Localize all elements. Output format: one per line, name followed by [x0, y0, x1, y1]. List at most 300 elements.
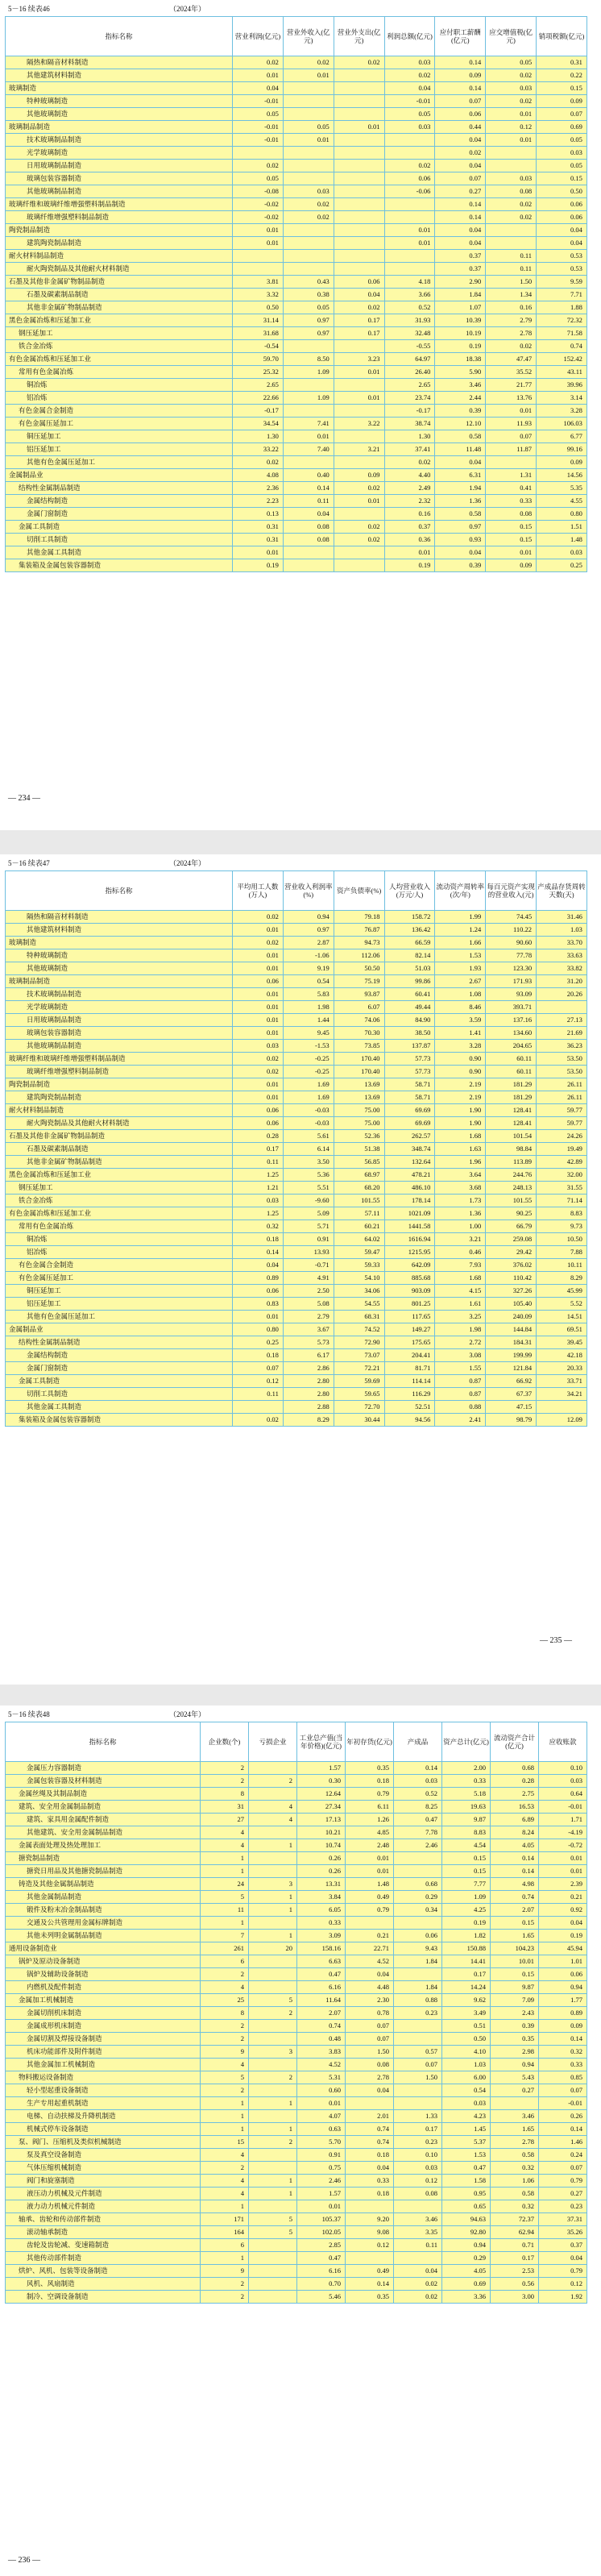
- table-cell: 1.66: [435, 937, 486, 949]
- row-label: 其他玻璃制造: [6, 962, 233, 975]
- table-cell: 59.33: [334, 1259, 384, 1272]
- table-cell: 0.51: [442, 2020, 491, 2033]
- table-cell: 0.17: [394, 2123, 442, 2136]
- table-cell: 0.01: [233, 1001, 284, 1014]
- table-cell: 1.90: [435, 1104, 486, 1117]
- row-label: 耐火陶瓷制品及其他耐火材料制造: [6, 1117, 233, 1130]
- table-cell: 6.14: [283, 1143, 334, 1156]
- table-cell: 116.29: [384, 1388, 435, 1401]
- table-cell: 8.83: [442, 1826, 491, 1839]
- table-cell: 4.98: [491, 1878, 539, 1891]
- table-cell: 261: [201, 1942, 249, 1955]
- table-cell: 4: [249, 1814, 297, 1826]
- table-row: [6, 1762, 587, 1775]
- table-cell: 59.69: [334, 1375, 384, 1388]
- table-cell: 53.50: [537, 1053, 587, 1066]
- table-cell: 178.14: [384, 1195, 435, 1207]
- table-cell: [283, 340, 334, 353]
- table-cell: 2: [201, 1762, 249, 1775]
- table-cell: 4.52: [297, 2059, 346, 2071]
- table-cell: 0.12: [486, 121, 537, 134]
- table-cell: 137.87: [384, 1040, 435, 1053]
- table-cell: 21.69: [537, 1027, 587, 1040]
- table-row: [6, 82, 587, 95]
- table-cell: 4: [249, 1801, 297, 1814]
- table-cell: 57.73: [384, 1053, 435, 1066]
- row-label: 其他非金属矿物制品制造: [6, 301, 233, 314]
- row-label: 建筑陶瓷制品制造: [6, 237, 233, 250]
- table-cell: [233, 250, 284, 263]
- table-cell: 6.31: [435, 469, 486, 482]
- table-cell: 2.78: [346, 2071, 394, 2084]
- table-cell: 9.45: [283, 1027, 334, 1040]
- table-row: [6, 1311, 587, 1323]
- table-cell: 0.02: [334, 534, 384, 546]
- table-cell: [334, 108, 384, 121]
- row-label: 泵及真空设备制造: [6, 2149, 201, 2162]
- table-cell: 99.86: [384, 975, 435, 988]
- table-cell: 67.37: [486, 1388, 537, 1401]
- table-cell: 1.82: [442, 1930, 491, 1942]
- table-row: [6, 1891, 587, 1904]
- table-cell: 1: [249, 2188, 297, 2200]
- table-cell: 0.16: [384, 508, 435, 521]
- table-cell: 0.53: [537, 250, 587, 263]
- table-cell: 0.33: [297, 1917, 346, 1930]
- table-cell: 0.27: [491, 2084, 539, 2097]
- row-label: 玻璃包装容器制造: [6, 172, 233, 185]
- table-cell: 1.24: [435, 924, 486, 937]
- column-header: 应付职工薪酬(亿元): [435, 17, 486, 56]
- table-cell: 54.55: [334, 1298, 384, 1311]
- table-cell: 2.23: [233, 495, 284, 508]
- table-cell: 2: [249, 1775, 297, 1788]
- table-cell: 0.08: [283, 534, 334, 546]
- table-cell: [394, 1917, 442, 1930]
- table-cell: -0.17: [384, 405, 435, 418]
- table-row: [6, 2123, 587, 2136]
- table-cell: 31.14: [233, 314, 284, 327]
- table-cell: 43.11: [537, 366, 587, 379]
- table-cell: 0.80: [537, 508, 587, 521]
- table-cell: 1: [249, 2175, 297, 2188]
- table-cell: 20.33: [537, 1362, 587, 1375]
- table-cell: 1: [249, 1839, 297, 1852]
- table-cell: 0.68: [491, 1762, 539, 1775]
- table-cell: 5: [249, 2226, 297, 2239]
- row-label: 机床功能部件及附件制造: [6, 2046, 201, 2059]
- table-cell: [249, 1826, 297, 1839]
- table-cell: -0.01: [384, 95, 435, 108]
- table-cell: 0.18: [233, 1349, 284, 1362]
- column-header: 资产总计(亿元): [442, 1722, 491, 1762]
- table-cell: 0.97: [283, 314, 334, 327]
- table-cell: 0.28: [491, 1775, 539, 1788]
- table-cell: 0.71: [491, 2239, 539, 2252]
- table-cell: 9: [201, 2046, 249, 2059]
- row-label: 其他金属工具制造: [6, 1401, 233, 1414]
- row-label: 其他未列明金属制品制造: [6, 1930, 201, 1942]
- table-cell: 2: [249, 2136, 297, 2149]
- table-cell: 170.40: [334, 1066, 384, 1078]
- table-cell: 1.26: [346, 1814, 394, 1826]
- table-year: （2024年）: [169, 1710, 206, 1718]
- table-cell: 42.89: [537, 1156, 587, 1169]
- table-cell: 35.52: [486, 366, 537, 379]
- table-cell: [334, 559, 384, 572]
- table-cell: 1.03: [537, 924, 587, 937]
- table-cell: 5.31: [297, 2071, 346, 2084]
- table-cell: 13.76: [486, 392, 537, 405]
- table-cell: 0.01: [334, 121, 384, 134]
- table-cell: 0.11: [394, 2239, 442, 2252]
- table-cell: 5.35: [537, 482, 587, 495]
- table-cell: 0.97: [283, 924, 334, 937]
- table-cell: 0.01: [297, 2200, 346, 2213]
- table-cell: 0.21: [539, 1891, 587, 1904]
- table-row: [6, 1336, 587, 1349]
- table-cell: 32.00: [537, 1169, 587, 1182]
- table-cell: 64.02: [334, 1233, 384, 1246]
- table-cell: [394, 1865, 442, 1878]
- table-cell: 9.19: [283, 962, 334, 975]
- table-cell: 0.14: [233, 1246, 284, 1259]
- table-cell: -0.54: [233, 340, 284, 353]
- table-cell: 0.03: [486, 172, 537, 185]
- table-cell: 20.26: [537, 988, 587, 1001]
- table-cell: 3.08: [435, 1349, 486, 1362]
- row-label: 阀门和旋塞制造: [6, 2175, 201, 2188]
- table-cell: 4: [201, 1839, 249, 1852]
- table-cell: 81.71: [384, 1362, 435, 1375]
- table-cell: [346, 2200, 394, 2213]
- data-table: [5, 16, 587, 572]
- table-cell: 10.11: [537, 1259, 587, 1272]
- table-cell: 199.99: [486, 1349, 537, 1362]
- table-cell: 2.53: [491, 2265, 539, 2278]
- table-cell: 6: [201, 2239, 249, 2252]
- table-cell: 7: [201, 1930, 249, 1942]
- table-cell: [233, 147, 284, 160]
- table-cell: 0.14: [539, 2033, 587, 2046]
- table-cell: 10.19: [435, 327, 486, 340]
- header-row: [6, 1722, 587, 1762]
- table-cell: [249, 2200, 297, 2213]
- table-cell: [334, 185, 384, 198]
- table-cell: 13.31: [297, 1878, 346, 1891]
- table-cell: 0.88: [394, 1994, 442, 2007]
- table-cell: 0.03: [233, 1040, 284, 1053]
- table-row: [6, 198, 587, 211]
- row-label: 烘炉、风机、包装等设备制造: [6, 2265, 201, 2278]
- row-label: 金属门窗制造: [6, 508, 233, 521]
- table-cell: 6.07: [334, 1001, 384, 1014]
- row-label: 常用有色金属冶炼: [6, 1220, 233, 1233]
- table-cell: 99.16: [537, 443, 587, 456]
- table-cell: 0.19: [233, 559, 284, 572]
- table-cell: 0.14: [435, 82, 486, 95]
- table-cell: 158.16: [297, 1942, 346, 1955]
- table-cell: 90.25: [486, 1207, 537, 1220]
- table-cell: 4.48: [346, 1981, 394, 1994]
- row-label: 有色金属合金制造: [6, 405, 233, 418]
- table-cell: 45.94: [539, 1942, 587, 1955]
- row-label: 轴承、齿轮和传动部件制造: [6, 2213, 201, 2226]
- table-row: [6, 1078, 587, 1091]
- table-cell: 93.87: [334, 988, 384, 1001]
- table-cell: 0.02: [233, 1066, 284, 1078]
- table-cell: 1.68: [435, 1272, 486, 1285]
- column-header: 流动资产合计(亿元): [491, 1722, 539, 1762]
- table-cell: 3.28: [537, 405, 587, 418]
- table-cell: 0.01: [486, 134, 537, 147]
- table-cell: [283, 559, 334, 572]
- table-row: [6, 1169, 587, 1182]
- table-cell: [334, 405, 384, 418]
- column-header: 销项税额(亿元): [537, 17, 587, 56]
- table-cell: 0.05: [537, 134, 587, 147]
- table-cell: 0.60: [297, 2084, 346, 2097]
- row-label: 生产专用起重机制造: [6, 2097, 201, 2110]
- table-cell: 3.21: [435, 1233, 486, 1246]
- table-cell: 0.68: [394, 1878, 442, 1891]
- table-row: [6, 1852, 587, 1865]
- row-label: 锅炉及辅助设备制造: [6, 1968, 201, 1981]
- table-cell: 0.04: [435, 224, 486, 237]
- table-cell: 0.35: [491, 2033, 539, 2046]
- table-cell: 1021.09: [384, 1207, 435, 1220]
- table-cell: 7.40: [283, 443, 334, 456]
- table-cell: 132.64: [384, 1156, 435, 1169]
- table-cell: -0.01: [539, 2097, 587, 2110]
- table-cell: 70.30: [334, 1027, 384, 1040]
- table-row: [6, 172, 587, 185]
- table-cell: 0.17: [334, 327, 384, 340]
- table-cell: [334, 546, 384, 559]
- table-cell: 128.41: [486, 1104, 537, 1117]
- row-label: 陶瓷制品制造: [6, 1078, 233, 1091]
- table-cell: 171.93: [486, 975, 537, 988]
- table-row: [6, 327, 587, 340]
- table-row: [6, 366, 587, 379]
- row-label: 玻璃制品制造: [6, 121, 233, 134]
- table-cell: 0.01: [283, 69, 334, 82]
- table-cell: 0.01: [233, 546, 284, 559]
- table-cell: 1: [201, 1852, 249, 1865]
- row-label: 耐火材料制品制造: [6, 250, 233, 263]
- table-cell: [394, 2033, 442, 2046]
- table-cell: [394, 2020, 442, 2033]
- table-cell: 0.74: [346, 2136, 394, 2149]
- table-row: [6, 1104, 587, 1117]
- table-cell: 0.06: [539, 1968, 587, 1981]
- table-cell: 47.47: [486, 353, 537, 366]
- table-cell: 0.07: [486, 430, 537, 443]
- table-cell: 68.31: [334, 1311, 384, 1323]
- table-cell: 0.05: [233, 172, 284, 185]
- table-cell: 0.03: [442, 2097, 491, 2110]
- table-cell: 0.11: [283, 495, 334, 508]
- table-cell: -0.25: [283, 1053, 334, 1066]
- table-cell: 248.13: [486, 1182, 537, 1195]
- row-label: 制冷、空调设备制造: [6, 2291, 201, 2304]
- table-cell: 33.22: [233, 443, 284, 456]
- table-cell: 0.88: [435, 1401, 486, 1414]
- table-cell: -0.02: [233, 198, 284, 211]
- table-cell: 1.31: [486, 469, 537, 482]
- table-cell: 8.83: [537, 1207, 587, 1220]
- table-cell: 2.48: [346, 1839, 394, 1852]
- table-cell: 98.84: [486, 1143, 537, 1156]
- row-label: 光学玻璃制造: [6, 147, 233, 160]
- table-cell: [233, 263, 284, 276]
- table-cell: 1.50: [486, 276, 537, 289]
- table-cell: 1.77: [539, 1994, 587, 2007]
- table-cell: [384, 147, 435, 160]
- table-cell: 24: [201, 1878, 249, 1891]
- table-row: [6, 2226, 587, 2239]
- table-cell: [334, 340, 384, 353]
- table-cell: 1.65: [491, 2123, 539, 2136]
- table-cell: 6.00: [442, 2071, 491, 2084]
- table-cell: 1.90: [435, 1117, 486, 1130]
- row-label: 光学玻璃制造: [6, 1001, 233, 1014]
- row-label: 玻璃制品制造: [6, 975, 233, 988]
- table-cell: 1.84: [435, 289, 486, 301]
- table-cell: 1.09: [442, 1891, 491, 1904]
- table-cell: 0.25: [233, 1336, 284, 1349]
- table-cell: 2.67: [435, 975, 486, 988]
- table-cell: 3.64: [435, 1169, 486, 1182]
- column-header: 资产负债率(%): [334, 871, 384, 911]
- table-row: [6, 392, 587, 405]
- table-cell: 3.22: [334, 418, 384, 430]
- table-cell: 93.09: [486, 988, 537, 1001]
- table-cell: 8.50: [283, 353, 334, 366]
- table-cell: 0.69: [537, 121, 587, 134]
- table-cell: 6.16: [297, 2265, 346, 2278]
- row-label: 金属工具制造: [6, 1375, 233, 1388]
- table-cell: 0.94: [539, 1981, 587, 1994]
- table-row: [6, 237, 587, 250]
- table-cell: 2.78: [491, 2136, 539, 2149]
- table-cell: 0.02: [394, 2278, 442, 2291]
- row-label: 铸造及其他金属制品制造: [6, 1878, 201, 1891]
- table-cell: 1.50: [346, 2046, 394, 2059]
- table-cell: 0.14: [539, 2123, 587, 2136]
- table-cell: 1.98: [435, 1323, 486, 1336]
- table-cell: [249, 2265, 297, 2278]
- table-cell: 73.85: [334, 1040, 384, 1053]
- table-cell: 136.42: [384, 924, 435, 937]
- table-cell: 0.06: [394, 1930, 442, 1942]
- table-cell: 0.35: [346, 2291, 394, 2304]
- table-cell: 8: [201, 2007, 249, 2020]
- table-cell: 0.01: [334, 366, 384, 379]
- table-row: [6, 2046, 587, 2059]
- table-cell: 1.57: [297, 2188, 346, 2200]
- table-cell: 7.71: [537, 289, 587, 301]
- row-label: 轻小型起重设备制造: [6, 2084, 201, 2097]
- table-cell: [384, 198, 435, 211]
- table-cell: 1.48: [537, 534, 587, 546]
- table-cell: 0.52: [394, 1788, 442, 1801]
- table-cell: [249, 1788, 297, 1801]
- row-label: 石墨及碳素制品制造: [6, 1143, 233, 1156]
- table-cell: -0.08: [233, 185, 284, 198]
- table-cell: 2.78: [486, 327, 537, 340]
- table-cell: 0.52: [384, 301, 435, 314]
- table-cell: 5.51: [283, 1182, 334, 1195]
- table-cell: [537, 1001, 587, 1014]
- row-label: 特种玻璃制造: [6, 95, 233, 108]
- table-row: [6, 1143, 587, 1156]
- table-cell: [283, 224, 334, 237]
- table-caption: [8, 3, 593, 13]
- table-cell: 0.01: [334, 495, 384, 508]
- column-header: 应收账款: [539, 1722, 587, 1762]
- table-cell: 60.41: [384, 988, 435, 1001]
- table-cell: 0.27: [539, 2188, 587, 2200]
- table-cell: 0.75: [297, 2162, 346, 2175]
- table-cell: 73.07: [334, 1349, 384, 1362]
- table-cell: [249, 2110, 297, 2123]
- table-cell: 3.14: [537, 392, 587, 405]
- table-cell: [486, 147, 537, 160]
- table-cell: 104.23: [491, 1942, 539, 1955]
- table-cell: 885.68: [384, 1272, 435, 1285]
- table-cell: 1.46: [539, 2136, 587, 2149]
- table-cell: 1.57: [297, 1762, 346, 1775]
- table-cell: 114.14: [384, 1375, 435, 1388]
- table-cell: 181.29: [486, 1078, 537, 1091]
- table-cell: 1.51: [537, 521, 587, 534]
- table-cell: 2.41: [435, 1414, 486, 1427]
- table-cell: [249, 1762, 297, 1775]
- table-cell: 0.15: [486, 534, 537, 546]
- row-label: 特种玻璃制造: [6, 949, 233, 962]
- row-label: 金属表面处理及热处理加工: [6, 1839, 201, 1852]
- table-cell: 0.04: [394, 2265, 442, 2278]
- table-row: [6, 134, 587, 147]
- table-cell: 31.55: [537, 1182, 587, 1195]
- table-row: [6, 1091, 587, 1104]
- row-label: 物料搬运设备制造: [6, 2071, 201, 2084]
- row-label: 内燃机及配件制造: [6, 1981, 201, 1994]
- row-label: 其他建筑、安全用金属制品制造: [6, 1826, 201, 1839]
- table-cell: 0.14: [394, 1762, 442, 1775]
- table-cell: 4.18: [384, 276, 435, 289]
- row-label: 铝压延加工: [6, 1298, 233, 1311]
- table-cell: 0.79: [346, 1788, 394, 1801]
- table-cell: 60.11: [486, 1066, 537, 1078]
- table-cell: 0.11: [233, 1388, 284, 1401]
- table-cell: 31.93: [384, 314, 435, 327]
- table-cell: 0.02: [384, 69, 435, 82]
- table-caption: [8, 858, 593, 867]
- table-cell: 0.11: [486, 263, 537, 276]
- table-row: [6, 1801, 587, 1814]
- row-label: 锻件及粉末冶金制品制造: [6, 1904, 201, 1917]
- table-cell: [249, 1852, 297, 1865]
- table-cell: -9.60: [283, 1195, 334, 1207]
- table-cell: 0.05: [283, 121, 334, 134]
- table-cell: 0.54: [283, 975, 334, 988]
- table-cell: 32.48: [384, 327, 435, 340]
- table-cell: 38.74: [384, 418, 435, 430]
- table-cell: 7.78: [394, 1826, 442, 1839]
- table-cell: 75.19: [334, 975, 384, 988]
